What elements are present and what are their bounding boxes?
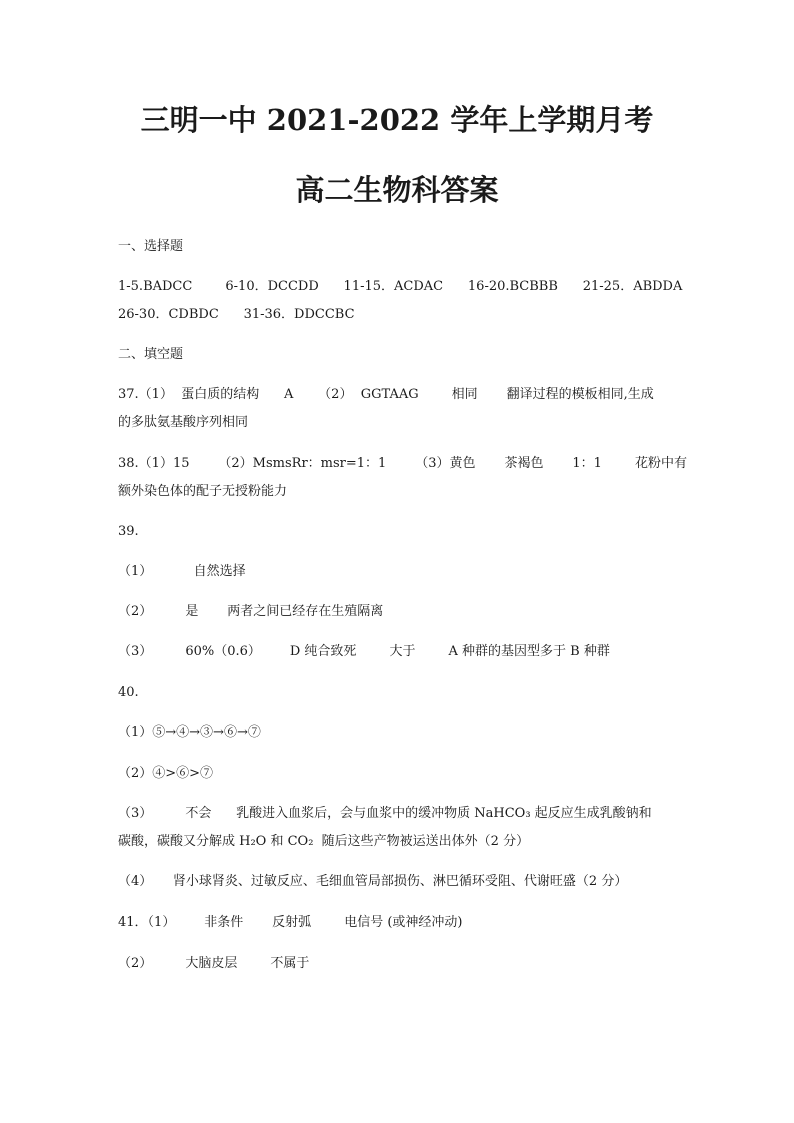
answer-line: （1）⑤→④→③→⑥→⑦ — [118, 725, 261, 740]
answer-line: 41．（1） 非条件 反射弧 电信号 (或神经冲动) — [118, 915, 463, 930]
answer-line: 的多肽氨基酸序列相同 — [118, 415, 249, 430]
answer-line: （4） 肾小球肾炎、过敏反应、毛细血管局部损伤、淋巴循环受阻、代谢旺盛（2 分） — [118, 874, 628, 889]
answer-line: 26-30．CDBDC 31-36．DDCCBC — [118, 307, 355, 322]
answer-line: 1-5.BADCC 6-10．DCCDD 11-15．ACDAC 16-20.BCBBB 21-25．ABDDA — [118, 279, 683, 294]
answer-line: （1） 自然选择 — [118, 564, 246, 579]
answer-line: 额外染色体的配子无授粉能力 — [118, 484, 288, 499]
question-number: 40. — [118, 685, 139, 700]
document-subtitle: 高二生物科答案 — [295, 173, 499, 207]
answer-line: （3） 60%（0.6） D 纯合致死 大于 A 种群的基因型多于 B 种群 — [118, 644, 610, 659]
answer-line: 38.（1）15 （2）MsmsRr：msr=1：1 （3）黄色 茶褐色 1：1 花粉中有 — [118, 456, 687, 471]
document-title: 三明一中 2021-2022 学年上学期月考 — [140, 103, 654, 137]
question-number: 39. — [118, 524, 139, 539]
answer-line: 碳酸，碳酸又分解成 H₂O 和 CO₂ 随后这些产物被运送出体外（2 分） — [118, 834, 530, 849]
answer-line: （2）④>⑥>⑦ — [118, 766, 214, 781]
section-heading-fill: 二、填空题 — [118, 347, 184, 362]
answer-line: （2） 大脑皮层 不属于 — [118, 956, 310, 971]
answer-line: （2） 是 两者之间已经存在生殖隔离 — [118, 604, 384, 619]
answer-line: （3） 不会 乳酸进入血浆后，会与血浆中的缓冲物质 NaHCO₃ 起反应生成乳酸钠和 — [118, 806, 652, 821]
answer-line: 37.（1） 蛋白质的结构 A （2） GGTAAG 相同 翻译过程的模板相同,生成 — [118, 387, 654, 402]
section-heading-choice: 一、选择题 — [118, 239, 184, 254]
